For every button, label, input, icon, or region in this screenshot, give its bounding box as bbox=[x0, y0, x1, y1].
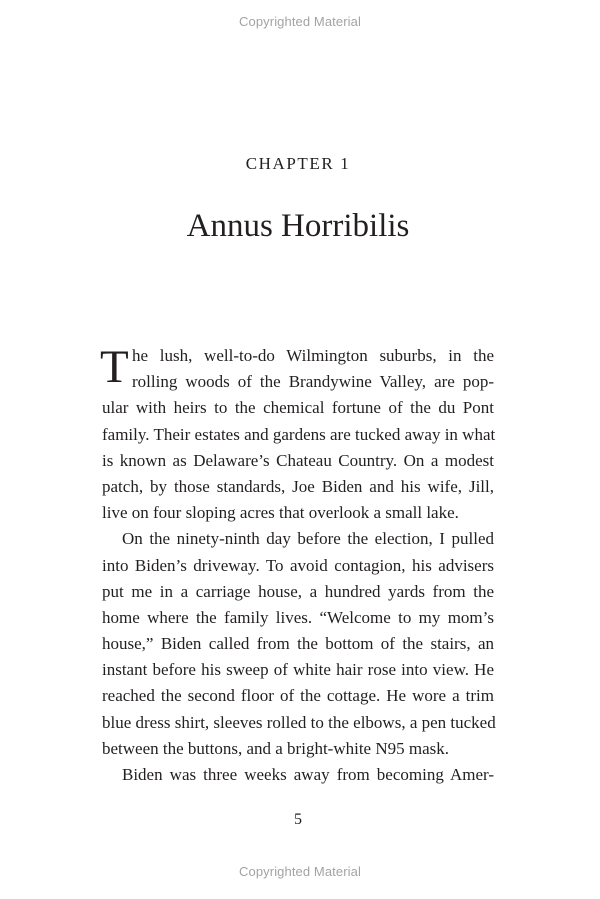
text-line: family. Their estates and gardens are tucked away in what bbox=[102, 424, 496, 444]
chapter-body bbox=[102, 343, 494, 788]
chapter-label: CHAPTER 1 bbox=[245, 154, 351, 173]
drop-cap: T bbox=[100, 341, 129, 393]
text-line: reached the second floor of the cottage. He wore a trim bbox=[102, 686, 494, 706]
text-line: patch, by those standards, Joe Biden and his wife, Jill, bbox=[102, 476, 494, 496]
paragraph-1 bbox=[102, 343, 494, 526]
text-line: house,” Biden called from the bottom of the stairs, an bbox=[102, 634, 494, 654]
text-line: instant before his sweep of white hair rose into view. He bbox=[102, 660, 494, 680]
text-line: live on four sloping acres that overlook a small lake. bbox=[102, 503, 459, 523]
watermark-top: Copyrighted Material bbox=[239, 14, 361, 29]
text-line: between the buttons, and a bright-white N95 mask. bbox=[102, 738, 450, 758]
paragraph-2 bbox=[102, 526, 494, 762]
text-line: is known as Delaware’s Chateau Country. On a modest bbox=[102, 450, 494, 470]
text-line: rolling woods of the Brandywine Valley, are pop- bbox=[132, 372, 494, 392]
text-line: Biden was three weeks away from becoming Amer- bbox=[122, 765, 494, 784]
chapter-title: Annus Horribilis bbox=[186, 208, 410, 244]
text-line: put me in a carriage house, a hundred yards from the bbox=[102, 581, 494, 601]
paragraph-3 bbox=[102, 762, 494, 788]
text-line: he lush, well-to-do Wilmington suburbs, in the bbox=[132, 346, 494, 365]
text-line: into Biden’s driveway. To avoid contagion, his advisers bbox=[102, 555, 494, 575]
watermark-bottom: Copyrighted Material bbox=[239, 864, 361, 879]
page-number: 5 bbox=[294, 811, 302, 828]
text-line: ular with heirs to the chemical fortune of the du Pont bbox=[102, 398, 494, 418]
text-line: home where the family lives. “Welcome to my mom’s bbox=[102, 607, 494, 627]
text-line: blue dress shirt, sleeves rolled to the elbows, a pen tucked bbox=[102, 712, 496, 732]
text-line: On the ninety-ninth day before the election, I pulled bbox=[122, 529, 494, 549]
